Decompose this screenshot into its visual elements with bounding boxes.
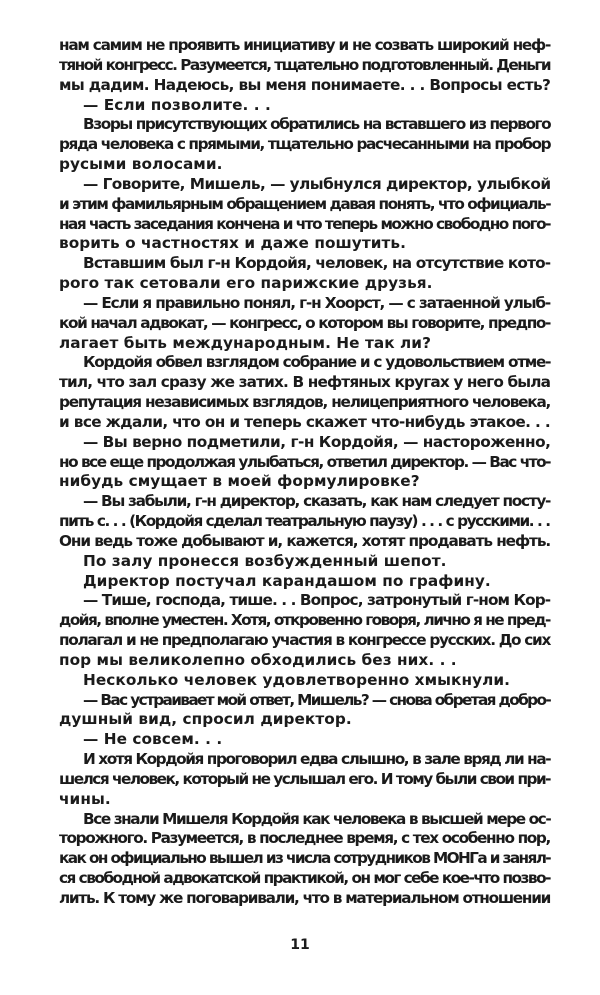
text-line: и все ждали, что он и теперь скажет что-нибудь этакое. . . — [59, 412, 551, 431]
text-line: Они ведь тоже добывают и, кажется, хотят продавать нефть. — [59, 531, 551, 550]
text-line: мы дадим. Надеюсь, вы меня понимаете. . . Вопросы есть? — [59, 75, 551, 94]
text-line: тил, что зал сразу же затих. В нефтяных кругах у него была — [59, 373, 551, 392]
text-line: рого так сетовали его парижские друзья. — [59, 274, 433, 293]
text-line: торожного. Разумеется, в последнее время, с тех особенно пор, — [59, 829, 550, 848]
text-line: — Тише, господа, тише. . . Вопрос, затронутый г-ном Кор- — [83, 591, 551, 610]
text-line: — Если я правильно понял, г-н Хоорст, — с затаенной улыб- — [83, 293, 551, 312]
text-line: Директор постучал карандашом по графину. — [83, 571, 491, 590]
text-line: — Не совсем. . . — [83, 730, 223, 749]
text-line: тяной конгресс. Разумеется, тщательно подготовленный. Деньги — [59, 55, 550, 74]
text-line: — Вы забыли, г-н директор, сказать, как нам следует посту- — [83, 492, 551, 511]
page-number: 11 — [290, 937, 310, 953]
text-line: Кордойя обвел взглядом собрание и с удовольствием отме- — [83, 353, 551, 372]
text-line: — Если позволите. . . — [83, 95, 271, 114]
text-line: кой начал адвокат, — конгресс, о котором вы говорите, предпо- — [59, 313, 550, 332]
text-line: но все еще продолжая улыбаться, ответил директор. — Вас что- — [59, 452, 550, 471]
text-line: душный вид, спросил директор. — [59, 710, 352, 729]
text-line: как он официально вышел из числа сотрудников МОНГа и занял- — [59, 849, 551, 868]
text-line: — Говорите, Мишель, — улыбнулся директор, улыбкой — [83, 174, 551, 193]
text-line: чины. — [59, 789, 111, 808]
text-line: пить с. . . (Кордойя сделал театральную паузу) . . . с русскими. . . — [59, 512, 550, 531]
text-line: шелся человек, который не услышал его. И тому были свои при- — [59, 769, 550, 788]
text-line: — Вас устраивает мой ответ, Мишель? — снова обретая добро- — [83, 690, 551, 709]
text-line: нибудь смущает в моей формулировке? — [59, 472, 420, 491]
text-line: репутация независимых взглядов, нелицеприятного человека, — [59, 393, 551, 412]
text-line: Несколько человек удовлетворенно хмыкнули. — [83, 670, 510, 689]
text-line: ворить о частностях и даже пошутить. — [59, 234, 407, 253]
text-line: И хотя Кордойя проговорил едва слышно, в зале вряд ли на- — [83, 750, 551, 769]
text-line: ся свободной адвокатской практикой, он мог себе кое-что позво- — [59, 869, 550, 888]
text-line: лагает быть международным. Не так ли? — [59, 333, 431, 352]
text-line: дойя, вполне уместен. Хотя, откровенно говоря, лично я не пред- — [59, 611, 550, 630]
text-line: Вставшим был г-н Кордойя, человек, на отсутствие кото- — [83, 254, 551, 273]
text-line: Взоры присутствующих обратились на вставшего из первого — [83, 115, 551, 134]
text-line: лить. К тому же поговаривали, что в материальном отношении — [59, 889, 551, 907]
text-line: пор мы великолепно обходились без них. . . — [59, 650, 457, 669]
text-line: нам самим не проявить инициативу и не созвать широкий неф- — [59, 36, 551, 54]
text-line: ная часть заседания кончена и что теперь можно свободно пого- — [59, 214, 550, 233]
text-line: По залу пронесся возбужденный шепот. — [83, 551, 447, 570]
text-line: полагал и не предполагаю участия в конгрессе русских. До сих — [59, 631, 550, 650]
text-line: русыми волосами. — [59, 155, 223, 174]
text-line: ряда человека с прямыми, тщательно расчесанными на пробор — [59, 135, 551, 154]
text-line: Все знали Мишеля Кордойя как человека в высшей мере ос- — [83, 809, 551, 828]
text-line: и этим фамильярным обращением давая понять, что официаль- — [59, 194, 551, 213]
text-line: — Вы верно подметили, г-н Кордойя, — настороженно, — [83, 432, 551, 451]
